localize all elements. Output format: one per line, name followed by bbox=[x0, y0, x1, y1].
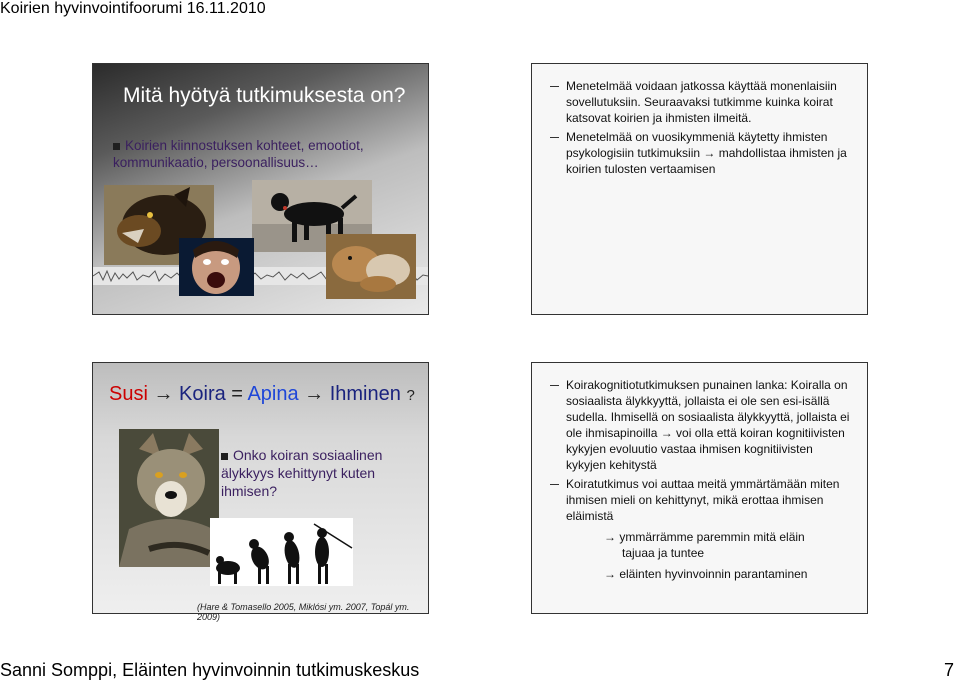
slide-4-list bbox=[550, 377, 855, 582]
evolution-silhouettes bbox=[210, 518, 353, 586]
sub-list-item-continued: tajuaa ja tuntee bbox=[622, 546, 705, 560]
slide-3-bullet bbox=[221, 446, 421, 500]
slide-3 bbox=[92, 362, 429, 622]
slide-3-title bbox=[109, 383, 415, 406]
page-number: 7 bbox=[943, 660, 954, 680]
title-word-koira: Koira bbox=[179, 383, 226, 405]
citation: (Hare & Tomasello 2005, Miklósi ym. 2007, Topál ym. 2009) bbox=[197, 602, 410, 622]
slide-1-bullet-text: Koirien kiinnostuksen kohteet, emootiot, kommunikaatio, persoonallisuus… bbox=[113, 138, 364, 170]
slide-2-list bbox=[550, 78, 855, 180]
title-word-apina: Apina bbox=[247, 383, 299, 405]
slide-2 bbox=[531, 63, 868, 315]
wolf-photo bbox=[119, 429, 219, 567]
dogs-playing-photo bbox=[326, 234, 416, 299]
sub-list-item: → eläinten hyvinvoinnin parantaminen bbox=[604, 567, 808, 581]
slide-1-bullet bbox=[113, 137, 413, 171]
title-word-susi: Susi bbox=[109, 383, 148, 405]
page-header: Koirien hyvinvointifoorumi 16.11.2010 bbox=[0, 0, 266, 17]
list-item: Koiratutkimus voi auttaa meitä ymmärtämään miten ihmisen mieli on kehittynyt, mikä erottaa ihmisen eläimistä bbox=[550, 476, 855, 524]
list-item: Menetelmää on vuosikymmeniä käytetty ihmisten psykologisiin tutkimuksiin → mahdollistaa ihmisten ja koirien tulosten vertaamisen bbox=[550, 129, 855, 177]
list-item: Koirakognitiotutkimuksen punainen lanka: Koiralla on sosiaalista älykkyyttä, jollaista ei ole sen esi-isällä sudella. Ihmisellä on sosiaalista älykkyyttä, jollaista ei ole ihmisapinoilla → voi olla että koiran kognitiivisten kykyjen evoluutio vastaa ihmisen kognitiivisten kykyjen kehitystä bbox=[550, 377, 855, 473]
slide-1 bbox=[92, 63, 429, 315]
title-word-ihminen: Ihminen bbox=[329, 383, 401, 405]
footer-presenter: Sanni Somppi, Eläinten hyvinvoinnin tutkimuskeskus bbox=[0, 660, 420, 680]
slide-1-title: Mitä hyötyä tutkimuksesta on? bbox=[123, 84, 406, 107]
question-mark: ? bbox=[406, 387, 415, 404]
square-bullet-icon bbox=[113, 143, 120, 150]
list-item: Menetelmää voidaan jatkossa käyttää monenlaisiin sovellutuksiin. Seuraavaksi tutkimme kuinka koirat katsovat koirien ja ihmisten ilmeitä. bbox=[550, 78, 855, 126]
arrow-right-icon: → bbox=[153, 383, 174, 405]
screaming-man-photo bbox=[179, 238, 254, 296]
equals-sign: = bbox=[231, 383, 243, 405]
slide-3-bullet-text: Onko koiran sosiaalinen älykkyys kehittynyt kuten ihmisen? bbox=[221, 447, 383, 499]
sub-list-item: → ymmärrämme paremmin mitä eläin bbox=[604, 530, 805, 544]
square-bullet-icon bbox=[221, 453, 228, 460]
slide-4 bbox=[531, 362, 868, 614]
arrow-right-icon: → bbox=[304, 383, 325, 405]
